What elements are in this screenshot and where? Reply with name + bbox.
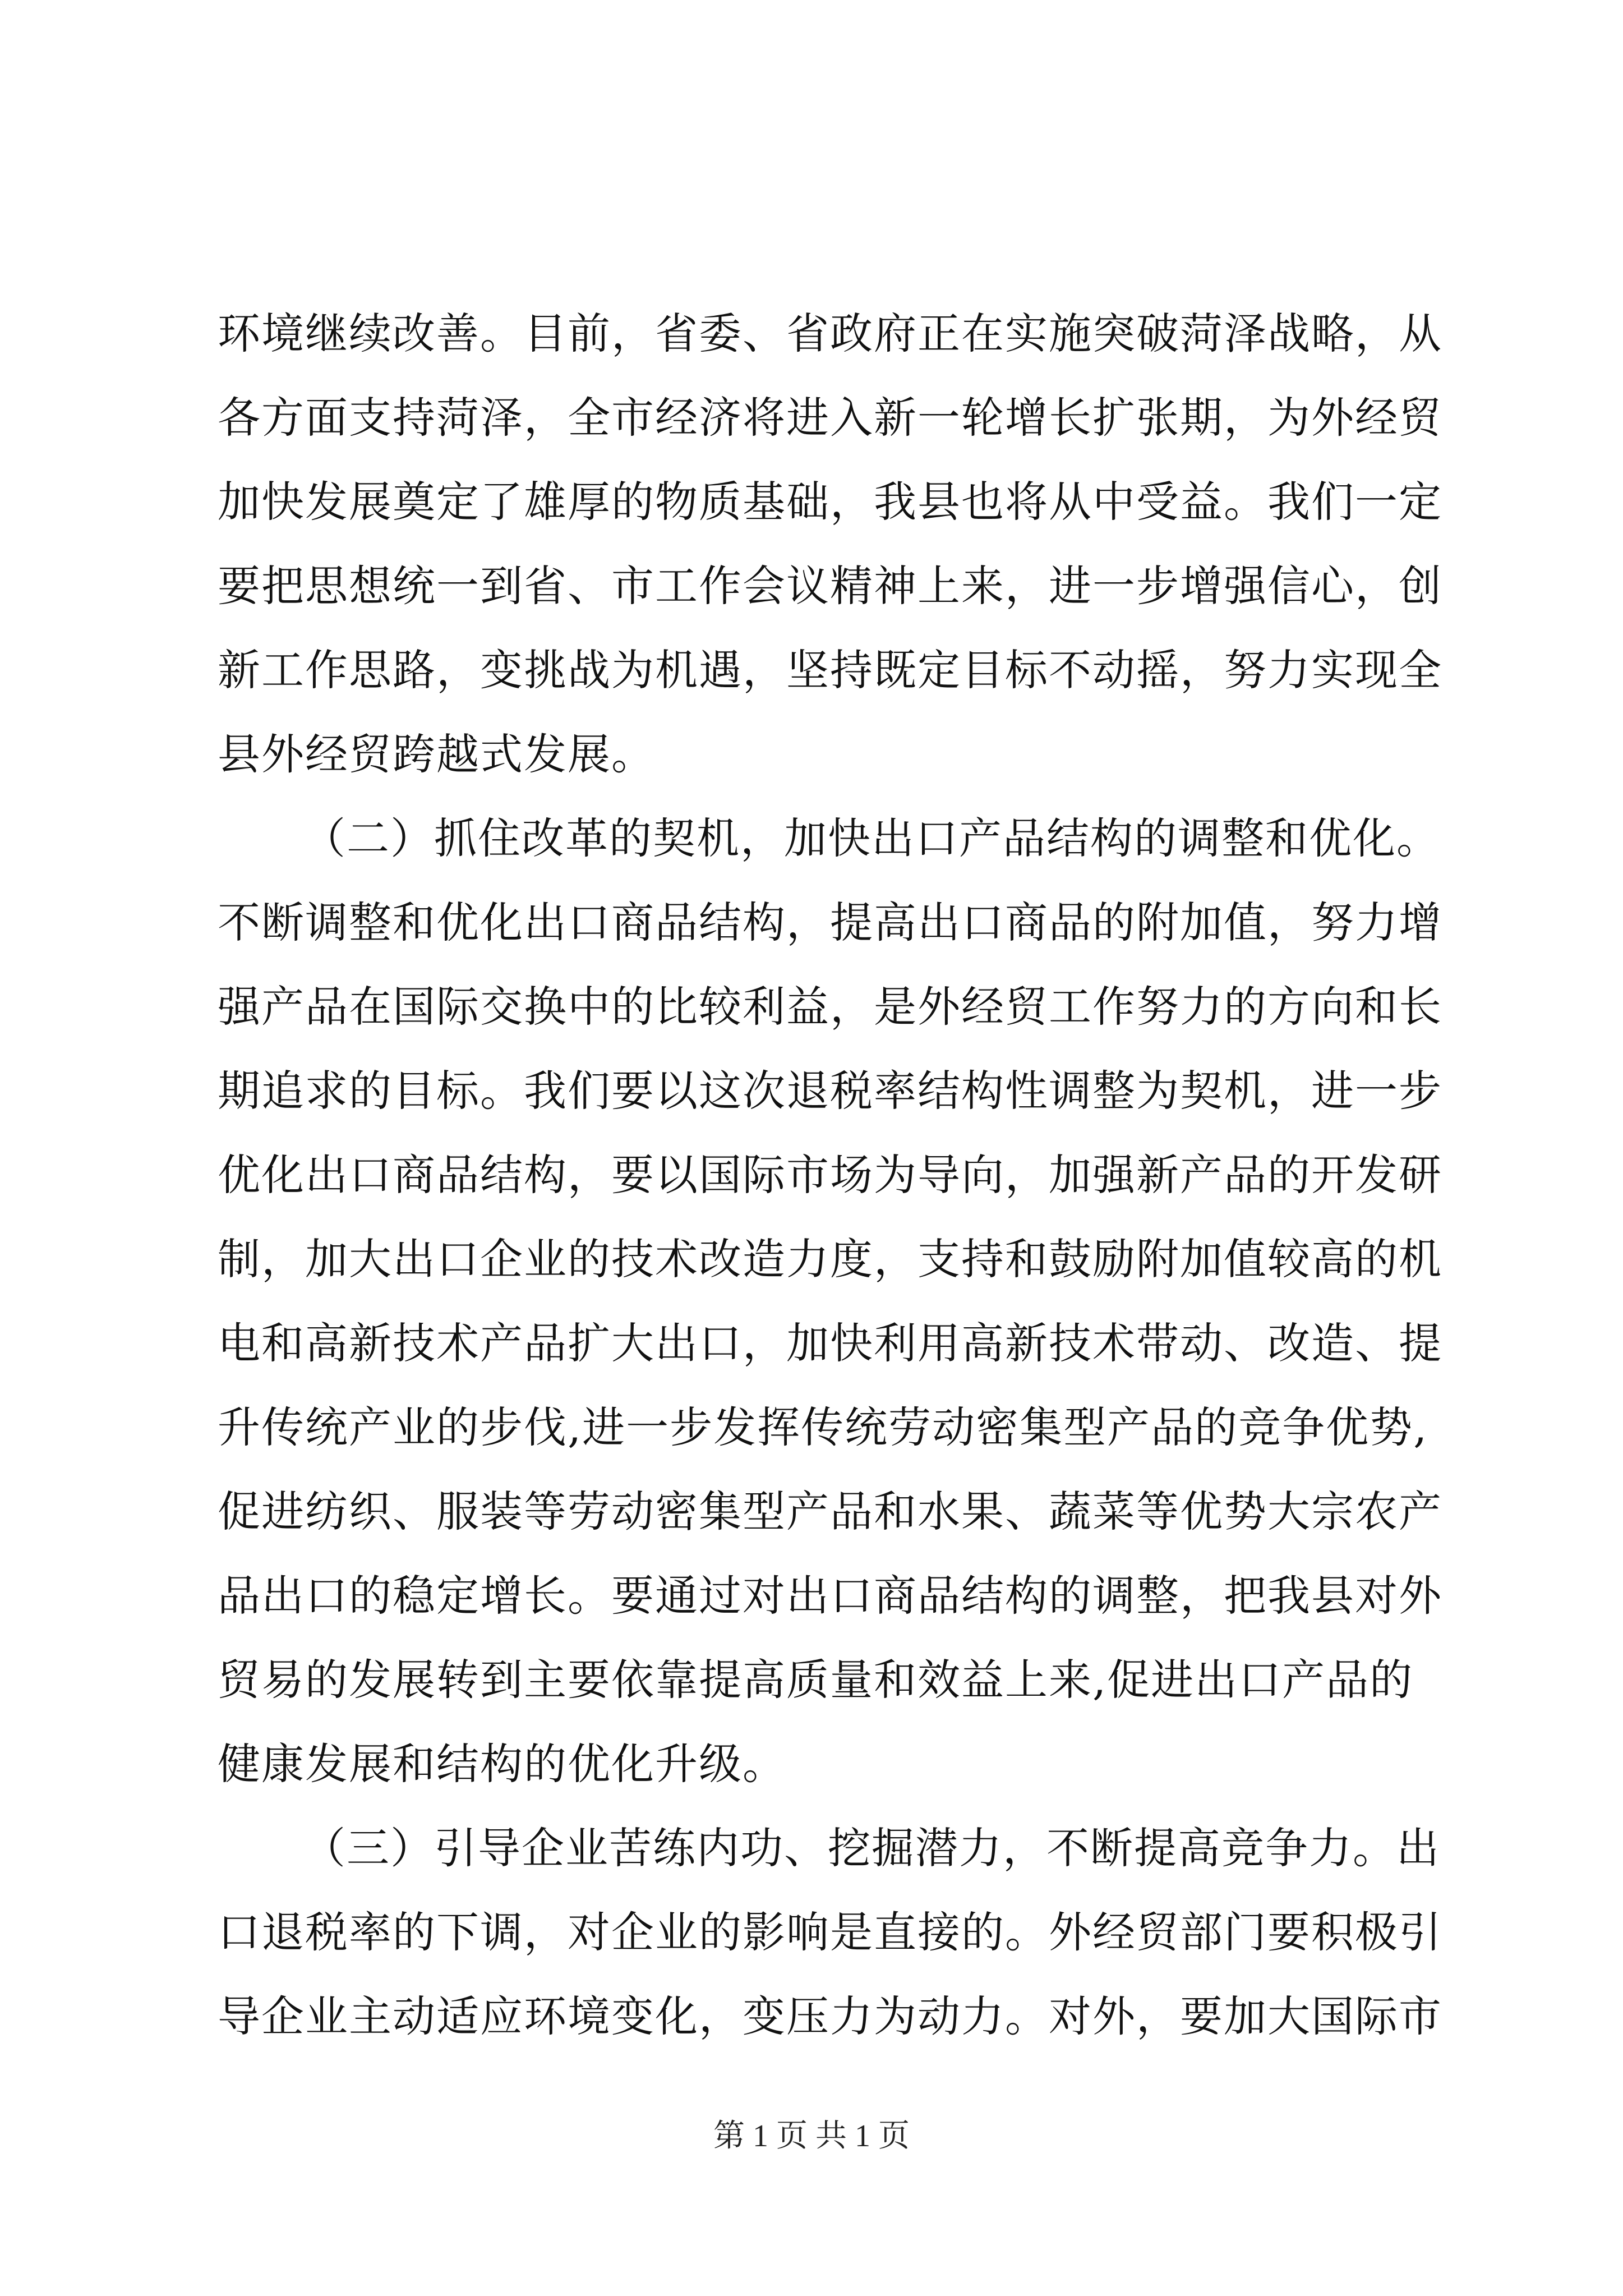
text-line: 新工作思路，变挑战为机遇，坚持既定目标不动摇，努力实现全: [218, 645, 1442, 695]
text-line: 电和高新技术产品扩大出口，加快利用高新技术带动、改造、提: [218, 1318, 1442, 1368]
text-line: 县外经贸跨越式发展。: [218, 729, 655, 779]
section-heading-line: （三）引导企业苦练内功、挖掘潜力，不断提高竞争力。出: [303, 1823, 1440, 1873]
text-line: 贸易的发展转到主要依靠提高质量和效益上来,促进出口产品的: [218, 1655, 1414, 1705]
text-line: 各方面支持菏泽，全市经济将进入新一轮增长扩张期，为外经贸: [218, 393, 1442, 443]
text-line: 加快发展奠定了雄厚的物质基础，我县也将从中受益。我们一定: [218, 477, 1442, 527]
text-line: 促进纺织、服装等劳动密集型产品和水果、蔬菜等优势大宗农产: [218, 1487, 1442, 1536]
text-line: 导企业主动适应环境变化，变压力为动力。对外，要加大国际市: [218, 1991, 1442, 2041]
text-line: 环境继续改善。目前，省委、省政府正在实施突破菏泽战略，从: [218, 309, 1442, 358]
text-line: 强产品在国际交换中的比较利益，是外经贸工作努力的方向和长: [218, 982, 1442, 1032]
text-line: 要把思想统一到省、市工作会议精神上来，进一步增强信心，创: [218, 561, 1442, 611]
text-line: 制，加大出口企业的技术改造力度，支持和鼓励附加值较高的机: [218, 1234, 1442, 1284]
text-line: 品出口的稳定增长。要通过对出口商品结构的调整，把我县对外: [218, 1571, 1442, 1621]
text-line: 升传统产业的步伐,进一步发挥传统劳动密集型产品的竞争优势,: [218, 1402, 1428, 1452]
text-line: 期追求的目标。我们要以这次退税率结构性调整为契机，进一步: [218, 1066, 1442, 1116]
text-line: 优化出口商品结构，要以国际市场为导向，加强新产品的开发研: [218, 1150, 1442, 1200]
section-heading-line: （二）抓住改革的契机，加快出口产品结构的调整和优化。: [303, 813, 1440, 863]
text-line: 健康发展和结构的优化升级。: [218, 1739, 786, 1789]
text-line: 不断调整和优化出口商品结构，提高出口商品的附加值，努力增: [218, 898, 1442, 947]
body-text: [218, 292, 1442, 2059]
text-line: 口退税率的下调，对企业的影响是直接的。外经贸部门要积极引: [218, 1907, 1442, 1957]
page-footer: 第 1 页 共 1 页: [713, 2119, 910, 2154]
